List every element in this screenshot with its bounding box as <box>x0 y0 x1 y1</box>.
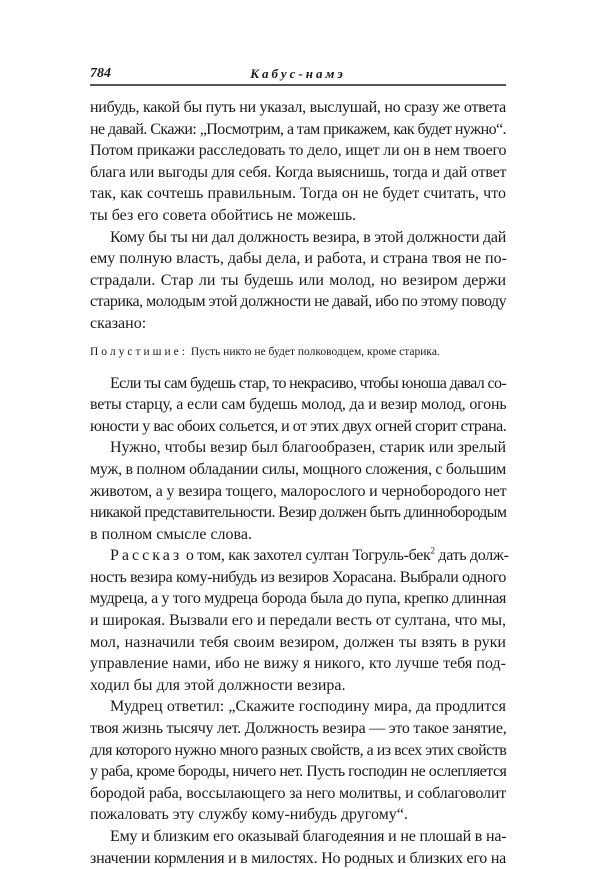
text-line: Мудрец ответил: „Скажите господину мира, да продлится <box>110 698 506 716</box>
text-line: мол, назначили тебя своим везиром, должен ты взять в руки <box>90 633 506 651</box>
text-line: мудреца, а у того мудреца борода была до пупа, крепко длинная <box>90 590 507 608</box>
header-rule <box>90 84 506 86</box>
text-line: юности у вас обоих сольется, и от этих двух огней сгорит страна. <box>90 417 507 435</box>
paragraph <box>90 696 506 826</box>
text-line: Потом прикажи расследовать то дело, ищет ли он в нем твоего <box>90 142 507 160</box>
paragraph <box>90 826 506 869</box>
text-line: не давай. Скажи: „Посмотрим, а там прикажем, как будет нужно“. <box>90 120 506 138</box>
text-line: Нужно, чтобы везир был благообразен, старик или зрелый <box>110 439 506 457</box>
footnote-mark[interactable]: 2 <box>430 545 435 556</box>
story-label: Рассказ <box>110 547 183 565</box>
paragraph <box>90 373 506 438</box>
text-line: ность везира кому-нибудь из везиров Хорасана. Выбрали одного <box>90 568 506 586</box>
text-line: ему полную власть, дабы дела, и работа, и страна твоя не по- <box>90 250 507 268</box>
paragraph <box>90 97 506 227</box>
text-line: пожаловать эту службу кому-нибудь другому“. <box>90 806 408 824</box>
paragraph <box>90 437 506 545</box>
text-line <box>90 545 509 567</box>
text-line: бородой раба, воссылающего за него молитвы, и соблаговолит <box>90 784 506 802</box>
text-line: в полном смысле слова. <box>90 525 252 543</box>
text-line: муж, в полном обладании силы, мощного сложения, с большим <box>90 460 507 478</box>
text-line: страдали. Стар ли ты будешь или молод, но везиром держи <box>90 271 506 289</box>
text-line: ты без его совета обойтись не можешь. <box>90 206 357 224</box>
running-title: Кабус-намэ <box>250 66 346 81</box>
text-line: Если ты сам будешь стар, то некрасиво, чтобы юноша давал со- <box>110 374 506 392</box>
verse <box>90 337 506 367</box>
paragraph <box>90 227 506 335</box>
page-number: 784 <box>90 66 111 81</box>
text-line: Ему и близким его оказывай благодеяния и не плошай в на- <box>110 828 507 845</box>
text-line: сказано: <box>90 314 147 332</box>
story-text: о том, как захотел султан Тогруль-бек <box>185 547 431 565</box>
text-line: веты старцу, а если сам будешь молод, да и везир молод, огонь <box>90 396 507 414</box>
text-line: у раба, кроме бороды, ничего нет. Пусть господин не ослепляется <box>90 763 507 781</box>
text-line: ходил бы для этой должности везира. <box>90 676 346 694</box>
text-line: старика, молодым этой должности не давай, ибо по этому поводу <box>90 293 507 311</box>
text-line: блага или выгоды для себя. Когда выяснишь, тогда и дай ответ <box>90 163 507 181</box>
text-line: значении кормления и в милостях. Но родных и близких его на <box>90 849 507 867</box>
text-line: твоя жизнь тысячу лет. Должность везира — это такое занятие, <box>90 720 507 738</box>
running-header <box>90 66 506 84</box>
text-line: так, как сочтешь правильным. Тогда он не будет считать, что <box>90 185 506 203</box>
text-line: Кому бы ты ни дал должность везира, в этой должности дай <box>110 228 507 246</box>
verse-text: Пусть никто не будет полководцем, кроме старика. <box>190 345 440 358</box>
text-line: и широкая. Вызвали его и передали весть от султана, что мы, <box>90 612 506 630</box>
verse-label: Полустишие: <box>90 345 188 358</box>
story-text: дать долж- <box>438 547 509 565</box>
story-paragraph <box>90 545 509 696</box>
text-line: для которого нужно много разных свойств, а из всех этих свойств <box>90 741 507 759</box>
text-line: управление нами, ибо не вижу я никого, кто лучше тебя под- <box>90 655 506 673</box>
text-line: никакой представительности. Везир должен быть длиннобородым <box>90 504 507 522</box>
text-line: нибудь, какой бы путь ни указал, выслушай, но сразу же ответа <box>90 99 506 116</box>
page-body <box>90 97 509 869</box>
text-line: животом, а у везира тощего, малорослого и чернобородого нет <box>90 482 507 500</box>
